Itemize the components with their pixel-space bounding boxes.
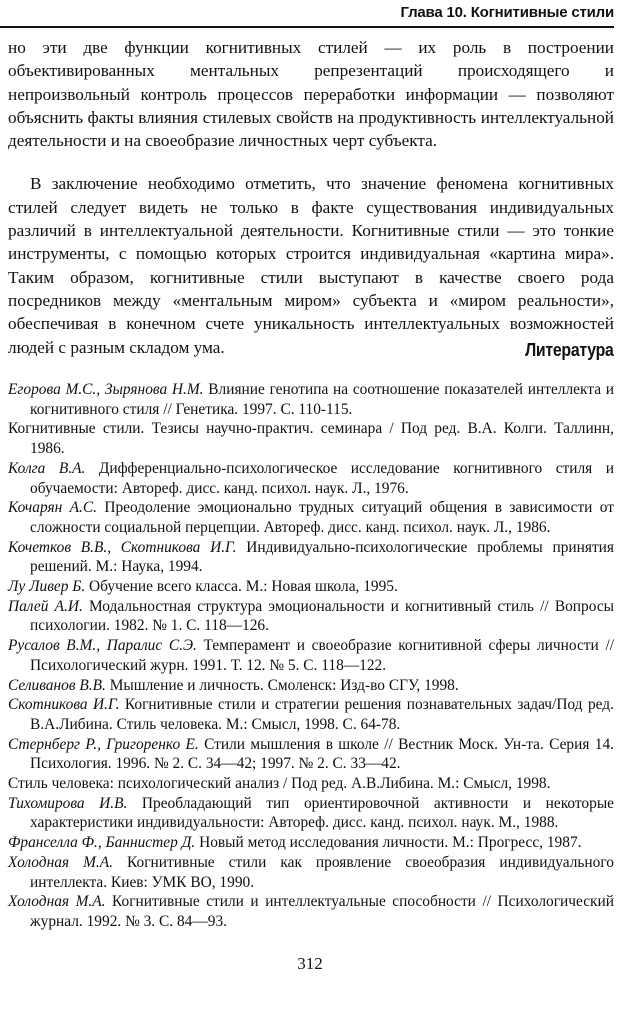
reference-item <box>8 794 614 833</box>
reference-text: Модальностная структура эмоциональности и когнитивный стиль // Вопросы психологии. 1982. № 1. С. 118—126. <box>30 597 614 635</box>
reference-item <box>8 853 614 892</box>
reference-author: Холодная М.А. <box>8 893 106 911</box>
reference-author: Франселла Ф., Баннистер Д. <box>8 834 196 852</box>
reference-author: Кочарян А.С. <box>8 499 97 517</box>
reference-author: Егорова М.С., Зырянова Н.М. <box>8 381 204 398</box>
reference-author: Тихомирова И.В. <box>8 794 128 812</box>
reference-item <box>8 380 614 419</box>
body-text <box>8 36 614 379</box>
paragraph: В заключение необходимо отметить, что значение феномена когнитивных стилей следует видеть не только в факте существования индивидуальных различий в интеллектуальной деятельности. Когнитивные стили — это тонкие инструменты, с помощью которых строится индивидуальная «картина мира». Таким образом, когнитивные стили выступают в качестве своего рода посредников между «ментальным миром» субъекта и «миром реальности», обеспечивая в конечном счете уникальность интеллектуальных возможностей людей с разным складом ума. <box>8 174 614 357</box>
reference-text: Обучение всего класса. М.: Новая школа, 1995. <box>85 578 398 596</box>
reference-text: Мышление и личность. Смоленск: Изд-во СГУ, 1998. <box>105 676 459 694</box>
reference-text: Преобладающий тип ориентировочной активности и некоторые характеристики индивидуальности: Автореф. дисс. канд. психол. наук. М., 1988. <box>30 794 614 832</box>
reference-author: Лу Ливер Б. <box>8 578 86 596</box>
reference-text: Индивидуально-психологические проблемы принятия решений. М.: Наука, 1994. <box>30 538 614 576</box>
reference-text: Влияние генотипа на соотношение показателей интеллекта и когнитивного стиля // Генетика. 1997. С. 110-115. <box>30 381 614 418</box>
reference-text: Стили мышления в школе // Вестник Моск. Ун-та. Серия 14. Психология. 1996. № 2. С. 34—42; 1997. № 2. С. 33—42. <box>30 735 615 773</box>
reference-text: Новый метод исследования личности. М.: Прогресс, 1987. <box>195 834 582 852</box>
reference-author: Селиванов В.В. <box>8 676 106 694</box>
reference-text: Стиль человека: психологический анализ / Под ред. А.В.Либина. М.: Смысл, 1998. <box>8 775 551 793</box>
reference-text: Темперамент и своеобразие когнитивной сферы личности // Психологический журн. 1991. Т. 12. № 5. С. 118—122. <box>30 637 614 674</box>
reference-author: Кочетков В.В., Скотникова И.Г. <box>8 538 237 556</box>
reference-item <box>8 892 614 931</box>
references-heading: Литература <box>525 340 614 360</box>
reference-author: Скотникова И.Г. <box>8 696 120 714</box>
reference-item <box>8 676 614 696</box>
reference-item <box>8 459 614 498</box>
reference-text: Когнитивные стили и стратегии решения познавательных задач/Под ред. В.А.Либина. Стиль человека. М.: Смысл, 1998. С. 64-78. <box>30 696 614 733</box>
reference-author: Русалов В.М., Паралис С.Э. <box>8 637 197 655</box>
reference-author: Стернберг Р., Григоренко Е. <box>8 735 199 753</box>
reference-text: Когнитивные стили как проявление своеобразия индивидуального интеллекта. Киев: УМК ВО, 1990. <box>30 853 614 891</box>
reference-item <box>8 695 614 734</box>
reference-item <box>8 419 614 458</box>
paragraph: но эти две функции когнитивных стилей — их роль в построении объективированных ментальных репрезентаций происходящего и непроизвольный контроль процессов переработки информации — позволяют объяснить факты влияния стилевых свойств на продуктивность интеллектуальной деятельности и на своеобразие личностных черт субъекта. <box>8 38 614 151</box>
running-head <box>0 2 614 28</box>
reference-text: Преодоление эмоционально трудных ситуаций общения в зависимости от сложности социальной перцепции. Автореф. дисс. канд. психол. наук. Л., 1986. <box>30 499 614 536</box>
reference-item <box>8 774 614 794</box>
reference-item <box>8 636 614 675</box>
reference-item <box>8 538 614 577</box>
reference-item <box>8 735 614 774</box>
reference-author: Холодная М.А. <box>8 853 113 871</box>
reference-text: Когнитивные стили. Тезисы научно-практич. семинара / Под ред. В.А. Колги. Таллинн, 1986. <box>8 420 614 458</box>
reference-text: Дифференциально-психологическое исследование когнитивного стиля и обучаемости: Автореф. дисс. канд. психол. наук. Л., 1976. <box>30 459 615 497</box>
chapter-title: Глава 10. Когнитивные стили <box>400 4 614 21</box>
reference-item <box>8 597 614 636</box>
reference-item <box>8 498 614 537</box>
references-list <box>8 380 614 932</box>
reference-item <box>8 577 614 597</box>
reference-author: Колга В.А. <box>8 459 86 477</box>
page-number: 312 <box>297 954 323 973</box>
reference-text: Когнитивные стили и интеллектуальные способности // Психологический журнал. 1992. № 3. С. 84—93. <box>30 893 614 930</box>
reference-item <box>8 833 614 853</box>
reference-author: Палей А.И. <box>8 597 83 615</box>
